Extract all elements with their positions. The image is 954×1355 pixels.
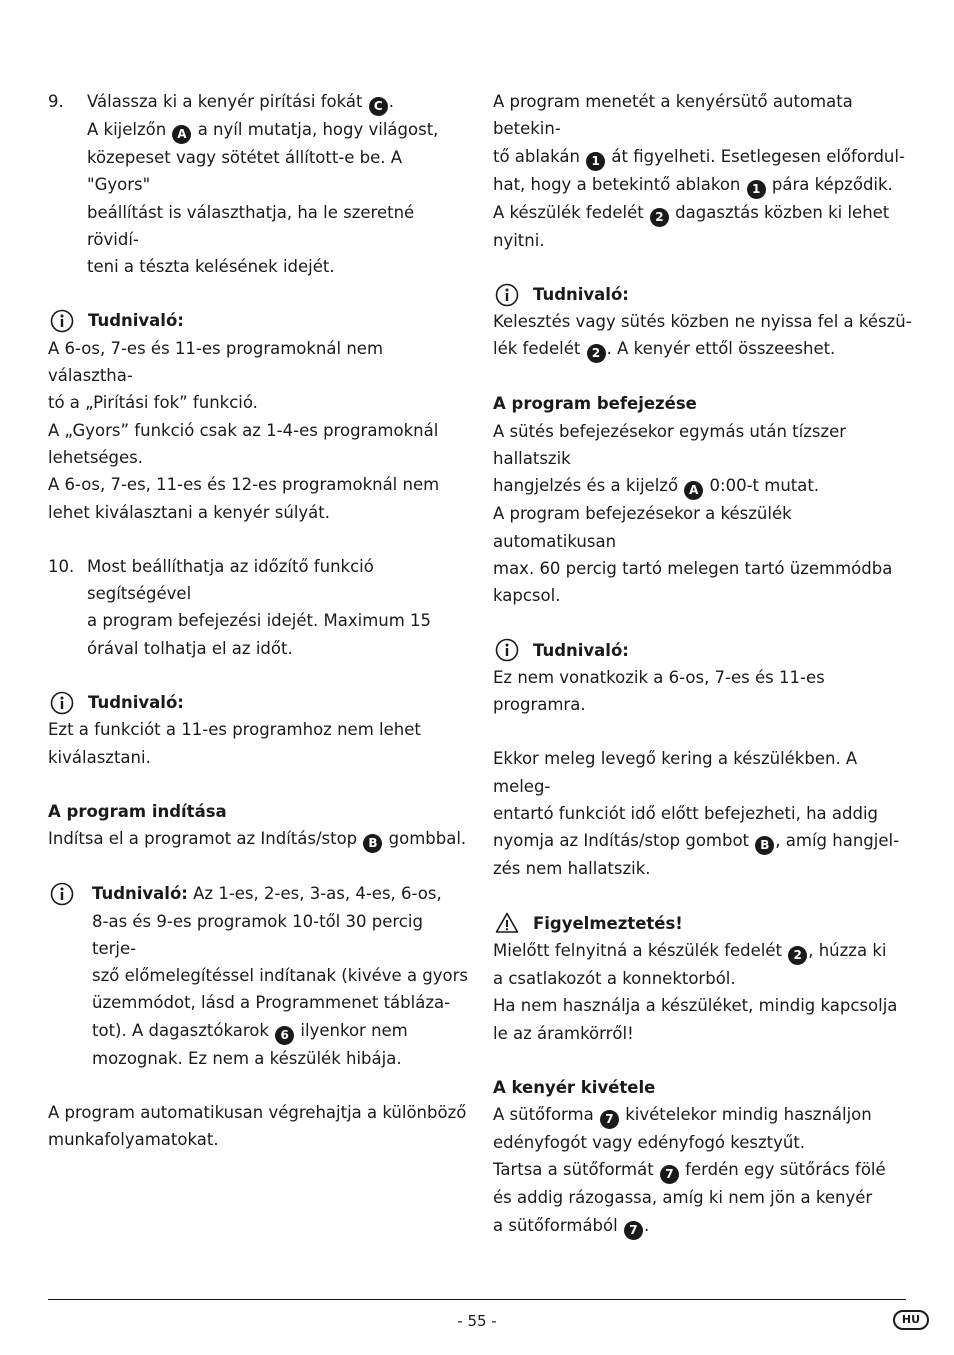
- section-line: kapcsol.: [493, 586, 561, 606]
- note-line: tó a „Pirítási fok” funkció.: [48, 393, 258, 413]
- info-icon: [50, 882, 74, 906]
- badge-a: A: [684, 481, 703, 500]
- warning-line: Ha nem használja a készüléket, mindig kapcsolja: [493, 996, 898, 1016]
- note-line: A 6-os, 7-es, 11-es és 12-es programoknál nem: [48, 475, 440, 495]
- step-line: Most beállíthatja az időzítő funkció segítségével: [87, 556, 374, 604]
- note-line: mozognak. Ez nem a készülék hibája.: [92, 1048, 402, 1068]
- step-line: A kijelzőn A a nyíl mutatja, hogy világost,: [87, 116, 468, 144]
- badge-2: 2: [788, 946, 807, 965]
- note-line: Kelesztés vagy sütés közben ne nyissa fel a készü-: [493, 312, 912, 332]
- paragraph-line: munkafolyamatokat.: [48, 1130, 219, 1150]
- note-line: 8-as és 9-es programok 10-től 30 percig terje-: [92, 911, 423, 958]
- section-line: Indítsa el a programot az Indítás/stop B gombbal.: [48, 825, 468, 853]
- section-start: [48, 798, 468, 853]
- note-line: Tudnivaló: Az 1-es, 2-es, 3-as, 4-es, 6-os,: [92, 884, 442, 904]
- note-line: Ezt a funkciót a 11-es programhoz nem lehet: [48, 720, 421, 740]
- step-line: beállítást is választhatja, ha le szeretné rövidí-: [87, 202, 415, 249]
- step-line: Válassza ki a kenyér pirítási fokát C .: [87, 88, 468, 116]
- paragraph-line: hat, hogy a betekintő ablakon 1 pára képződik.: [493, 171, 913, 199]
- note-title: Tudnivaló:: [88, 311, 184, 331]
- paragraph-auto: [48, 1099, 468, 1154]
- note-line: üzemmódot, lásd a Programmenet tábláza-: [92, 993, 451, 1013]
- note-line: sző előmelegítéssel indítanak (kivéve a gyors: [92, 966, 469, 986]
- section-heading: A program indítása: [48, 801, 227, 821]
- note-timer: [48, 689, 468, 771]
- step-9: [48, 88, 468, 280]
- badge-b: B: [755, 836, 774, 855]
- section-line: a sütőformából 7 .: [493, 1212, 913, 1240]
- section-line: edényfogót vagy edényfogó kesztyűt.: [493, 1133, 806, 1153]
- right-column: [493, 88, 913, 1240]
- badge-2: 2: [650, 208, 669, 227]
- note-programs: [493, 637, 913, 719]
- note-lid: [493, 281, 913, 364]
- note-roasting: [48, 307, 468, 525]
- badge-7: 7: [624, 1221, 643, 1240]
- left-column: [48, 88, 468, 1154]
- note-line: lék fedelét 2 . A kenyér ettől összeeshet.: [493, 335, 913, 363]
- section-line: hangjelzés és a kijelző A 0:00-t mutat.: [493, 472, 913, 500]
- badge-1: 1: [586, 152, 605, 171]
- info-icon: [495, 638, 519, 662]
- section-end: [493, 390, 913, 609]
- paragraph-line: A program automatikusan végrehajtja a különböző: [48, 1103, 467, 1123]
- badge-c: C: [369, 97, 388, 116]
- section-line: max. 60 percig tartó melegen tartó üzemmódba: [493, 558, 893, 578]
- paragraph-line: nyomja az Indítás/stop gombot B , amíg hangjel-: [493, 827, 913, 855]
- note-title: Tudnivaló:: [533, 640, 629, 660]
- badge-6: 6: [275, 1026, 294, 1045]
- paragraph-line: A készülék fedelét 2 dagasztás közben ki lehet: [493, 199, 913, 227]
- warning-line: le az áramkörről!: [493, 1023, 634, 1043]
- note-line: tot). A dagasztókarok 6 ilyenkor nem: [92, 1017, 468, 1045]
- step-number: 9.: [48, 92, 64, 111]
- paragraph-line: Ekkor meleg levegő kering a készülékben. A meleg-: [493, 749, 858, 796]
- warning: [493, 910, 913, 1047]
- step-line: teni a tészta kelésének idejét.: [87, 257, 335, 277]
- section-heading: A program befejezése: [493, 394, 697, 414]
- paragraph-line: A program menetét a kenyérsütő automata betekin-: [493, 92, 853, 139]
- section-heading: A kenyér kivétele: [493, 1077, 656, 1097]
- section-line: A program befejezésekor a készülék automatikusan: [493, 504, 792, 551]
- step-number: 10.: [48, 556, 75, 576]
- note-line: kiválasztani.: [48, 747, 151, 767]
- note-line: Ez nem vonatkozik a 6-os, 7-es és 11-es programra.: [493, 667, 825, 715]
- paragraph-line: zés nem hallatszik.: [493, 859, 651, 879]
- paragraph-line: entartó funkciót idő előtt befejezheti, ha addig: [493, 804, 879, 824]
- badge-7: 7: [600, 1110, 619, 1129]
- note-line: lehetséges.: [48, 447, 144, 467]
- paragraph-line: nyitni.: [493, 230, 545, 250]
- warning-icon: [495, 911, 519, 935]
- warning-line: a csatlakozót a konnektorból.: [493, 968, 736, 988]
- paragraph-line: tő ablakán 1 át figyelheti. Esetlegesen előfordul-: [493, 143, 913, 171]
- badge-7: 7: [660, 1165, 679, 1184]
- step-line: órával tolhatja el az időt.: [87, 638, 293, 658]
- note-line: A „Gyors” funkció csak az 1-4-es programoknál: [48, 420, 439, 440]
- note-title: Tudnivaló:: [92, 884, 188, 904]
- section-line: és addig rázogassa, amíg ki nem jön a kenyér: [493, 1188, 873, 1208]
- section-line: A sütőforma 7 kivételekor mindig használjon: [493, 1101, 913, 1129]
- warning-line: Mielőtt felnyitná a készülék fedelét 2 , húzza ki: [493, 937, 913, 965]
- step-10: [48, 553, 468, 662]
- info-icon: [495, 283, 519, 307]
- section-line: A sütés befejezésekor egymás után tízszer hallatszik: [493, 421, 847, 469]
- language-badge: HU: [893, 1310, 929, 1330]
- warning-title: Figyelmeztetés!: [533, 913, 683, 933]
- page-number: - 55 -: [457, 1312, 497, 1330]
- note-preheat: [48, 880, 468, 1072]
- note-title: Tudnivaló:: [533, 284, 629, 304]
- badge-2: 2: [587, 344, 606, 363]
- info-icon: [50, 691, 74, 715]
- section-line: Tartsa a sütőformát 7 ferdén egy sütőrács fölé: [493, 1156, 913, 1184]
- step-line: közepeset vagy sötétet állított-e be. A "Gyors": [87, 148, 403, 195]
- note-title: Tudnivaló:: [88, 693, 184, 713]
- note-line: lehet kiválasztani a kenyér súlyát.: [48, 502, 330, 522]
- paragraph-warm: [493, 745, 913, 882]
- note-line: A 6-os, 7-es és 11-es programoknál nem választha-: [48, 338, 384, 386]
- info-icon: [50, 309, 74, 333]
- badge-b: B: [363, 834, 382, 853]
- step-line: a program befejezési idejét. Maximum 15: [87, 611, 432, 631]
- paragraph-window: [493, 88, 913, 254]
- badge-1: 1: [747, 180, 766, 199]
- section-removal: [493, 1074, 913, 1240]
- badge-a: A: [172, 125, 191, 144]
- footer-rule: [48, 1299, 906, 1300]
